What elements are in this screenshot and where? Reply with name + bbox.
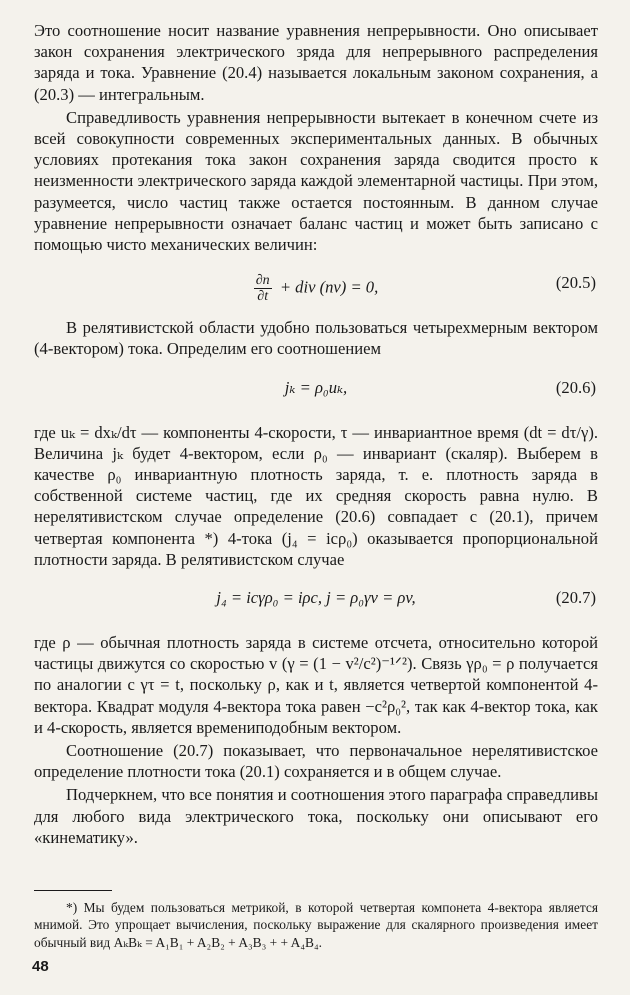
fraction-denominator: ∂t [257, 289, 269, 305]
equation-20-5-rest: + div (nv) = 0, [279, 277, 379, 297]
equation-20-7 [34, 580, 598, 618]
footnote-divider [34, 890, 112, 891]
paragraph-relation-20-7: Соотношение (20.7) показывает, что первоначальное нерелятивистское определение плотности тока (20.1) сохраняется и в общем случае. [34, 741, 598, 782]
footnote: *) Мы будем пользоваться метрикой, в которой четвертая компонета 4-вектора является мнимой. Это упрощает вычисления, поскольку выражение для скалярного произведения имеет обычный вид AₖBₖ = A₁B₁ + A₂B₂ + A₃B₃ + + A₄B₄. [34, 900, 598, 950]
equation-20-6-number: (20.6) [555, 377, 596, 397]
paragraph-continuity-justification: Справедливость уравнения непрерывности вытекает в конечном счете из всей совокупности современных экспериментальных данных. В обычных условиях протекания тока закон сохранения заряда сводится просто к неизменности электрического заряда каждой элементарной частицы. При этом, разумеется, число частиц также остается постоянным. В данном случае уравнение непрерывности означает баланс частиц и может быть записано с помощью чисто механических величин: [34, 107, 598, 255]
paragraph-four-velocity-definition: где uₖ = dxₖ/dτ — компоненты 4-скорости, τ — инвариантное время (dt = dτ/γ). Величина jₖ будет 4-вектором, если ρ₀ — инвариант (скаляр). Выберем в качестве ρ₀ инвариантную плотность заряда, т. е. плотность заряда в собственной системе частиц, где их средняя скорость равна нулю. В нерелятивистском случае определение (20.6) совпадает с (20.1), причем четвертая компонента *) 4-тока (j₄ = icρ₀) оказывается пропорциональной плотности заряда. В релятивистском случае [34, 422, 598, 569]
paragraph-charge-density: где ρ — обычная плотность заряда в системе отсчета, относительно которой частицы движутся со скоростью v (γ = (1 − v²/c²)⁻¹ᐟ²). Связь γρ₀ = ρ получается по аналогии с γτ = t, поскольку ρ, как и t, является четвертой компонентой 4-вектора. Квадрат модуля 4-вектора тока равен −c²ρ₀², так как 4-вектор тока, как и 4-скорость, является времениподобным вектором. [34, 633, 598, 737]
equation-20-6 [34, 370, 598, 408]
paragraph-kinematics: Подчеркнем, что все понятия и соотношения этого параграфа справедливы для любого вида электрического тока, поскольку они описывают его «кинематику». [34, 785, 598, 847]
fraction-numerator: ∂n [255, 273, 270, 289]
paragraph-four-vector-current: В релятивистской области удобно пользоваться четырехмерным вектором (4-вектором) тока. Определим его соотношением [34, 318, 598, 359]
equation-20-7-expression: j₄ = icγρ₀ = iρc, j = ρ₀γv = ρv, [216, 588, 416, 608]
equation-20-7-number: (20.7) [555, 588, 596, 608]
equation-20-5-expression [34, 273, 598, 304]
partial-fraction [254, 273, 272, 304]
paragraph-continuity-intro: Это соотношение носит название уравнения непрерывности. Оно описывает закон сохранения электрического зряда для непрерывного распределения заряда и тока. Уравнение (20.4) называется локальным законом сохранения, а (20.3) — интегральным. [34, 21, 598, 104]
equation-20-5 [34, 265, 598, 303]
equation-20-6-expression: jₖ = ρ₀uₖ, [284, 377, 348, 397]
page-number: 48 [32, 958, 49, 975]
equation-20-5-number: (20.5) [555, 273, 596, 293]
